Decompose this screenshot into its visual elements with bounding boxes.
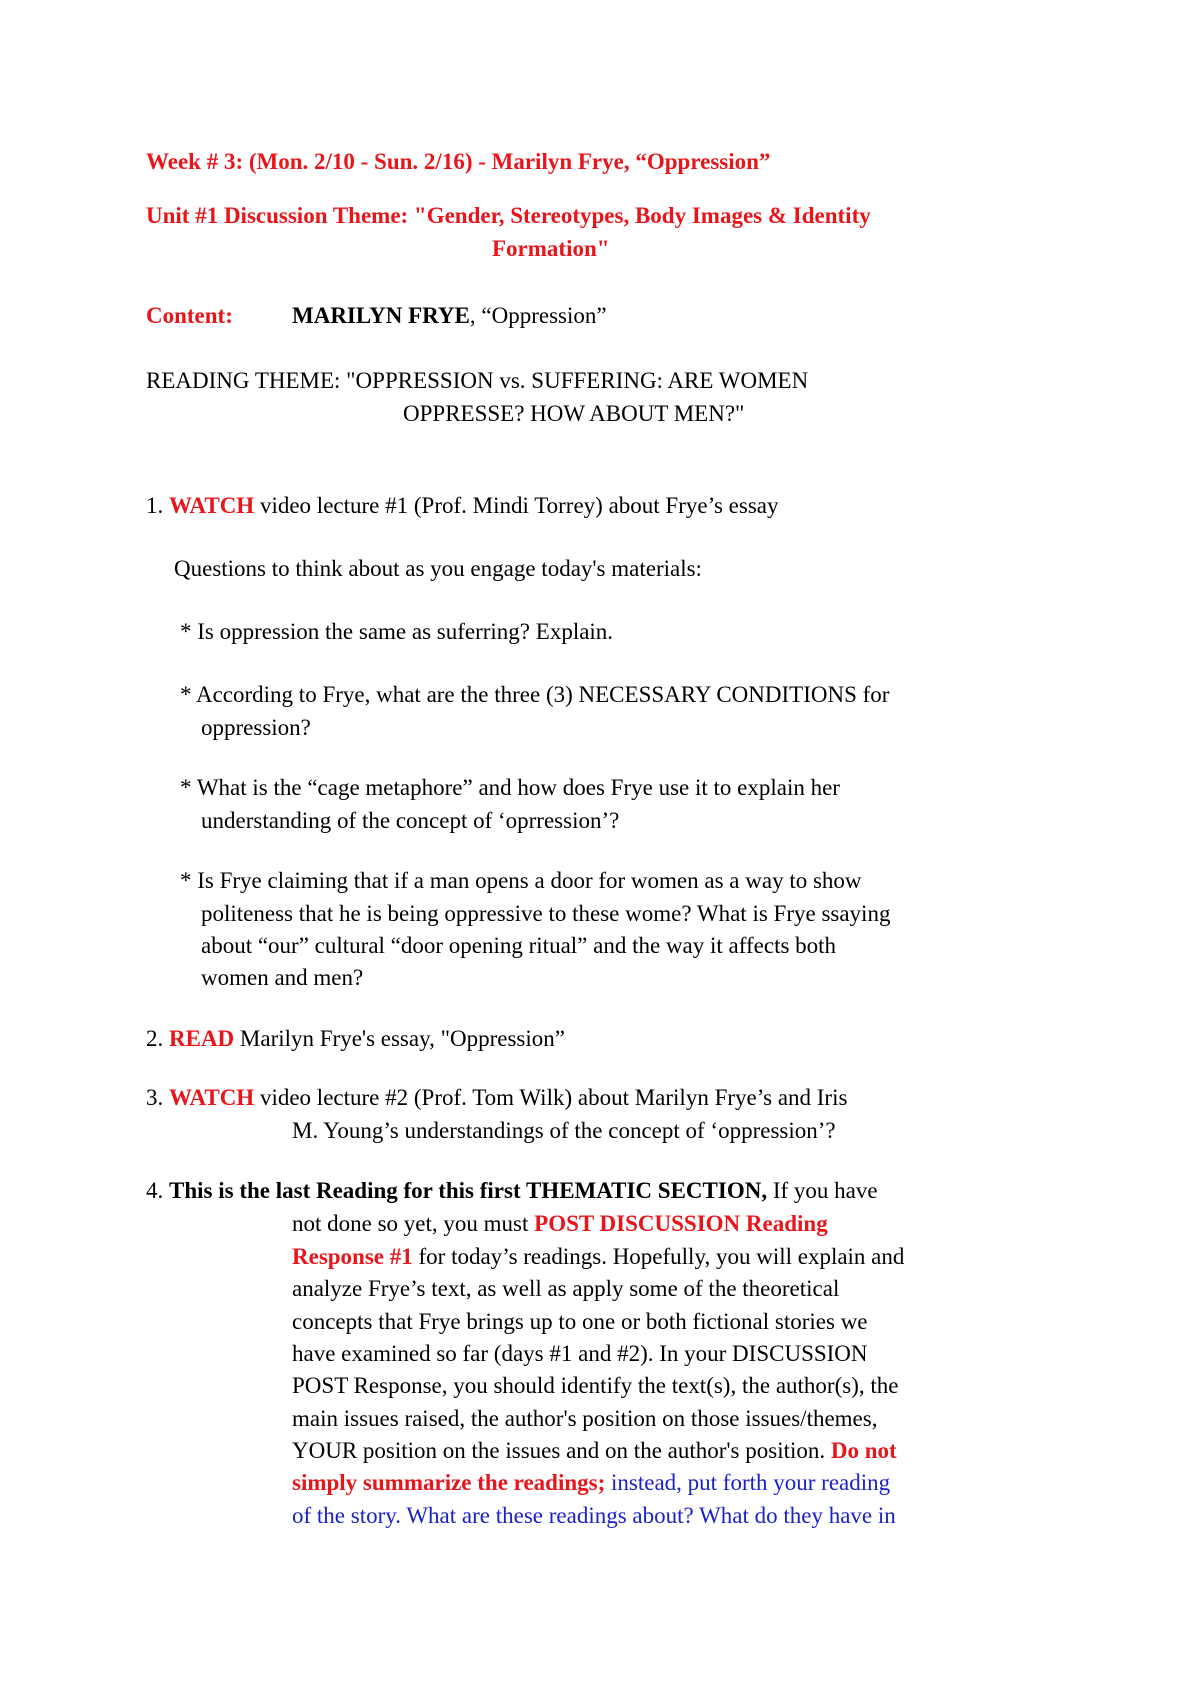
content-value	[292, 300, 607, 332]
question-4-line1: * Is Frye claiming that if a man opens a door for women as a way to show	[180, 868, 862, 893]
item-4-line3-rest: for today’s readings. Hopefully, you will explain and	[412, 1244, 905, 1269]
item-2	[146, 1023, 565, 1055]
item-4-number: 4.	[146, 1178, 164, 1203]
item-4-line3	[292, 1241, 904, 1273]
item-4-line10-blue: instead, put forth your reading	[605, 1470, 891, 1495]
content-label: Content:	[146, 303, 233, 328]
question-3-line2: understanding of the concept of ‘oprression’?	[201, 808, 620, 833]
item-3	[146, 1082, 847, 1114]
content-author: MARILYN FRYE	[292, 303, 470, 328]
reading-theme-line1: READING THEME: "OPPRESSION vs. SUFFERING: ARE WOMEN	[146, 368, 809, 393]
question-2-line1: * According to Frye, what are the three (3) NECESSARY CONDITIONS for	[180, 682, 890, 707]
item-3-verb: WATCH	[169, 1085, 255, 1110]
item-3-text-line2: M. Young’s understandings of the concept of ‘oppression’?	[292, 1118, 836, 1143]
question-3-line1: * What is the “cage metaphore” and how does Frye use it to explain her	[180, 775, 840, 800]
reading-theme-line2: OPPRESSE? HOW ABOUT MEN?"	[403, 401, 745, 426]
item-4-line2	[292, 1208, 828, 1240]
item-1-text: video lecture #1 (Prof. Mindi Torrey) about Frye’s essay	[254, 493, 779, 518]
unit-theme-line1: Unit #1 Discussion Theme: "Gender, Stereotypes, Body Images & Identity	[146, 203, 871, 228]
summarize-warning: simply summarize the readings;	[292, 1470, 606, 1495]
response-label: Response #1	[292, 1244, 413, 1269]
item-4-line6: have examined so far (days #1 and #2). In your DISCUSSION	[292, 1341, 868, 1366]
item-4-line5: concepts that Frye brings up to one or both fictional stories we	[292, 1309, 868, 1334]
item-4-line8: main issues raised, the author's position on those issues/themes,	[292, 1406, 878, 1431]
item-4-line11: of the story. What are these readings about? What do they have in	[292, 1503, 896, 1528]
item-4-line4: analyze Frye’s text, as well as apply some of the theoretical	[292, 1276, 840, 1301]
item-2-text: Marilyn Frye's essay, "Oppression”	[234, 1026, 565, 1051]
content-row	[146, 300, 233, 332]
question-2-line2: oppression?	[201, 715, 311, 740]
item-4-line2-pre: not done so yet, you must	[292, 1211, 535, 1236]
item-3-text-line1: video lecture #2 (Prof. Tom Wilk) about Marilyn Frye’s and Iris	[254, 1085, 848, 1110]
question-4-line2: politeness that he is being oppressive to these wome? What is Frye ssaying	[201, 901, 891, 926]
item-4-bold-intro: This is the last Reading for this first THEMATIC SECTION,	[169, 1178, 768, 1203]
do-not-warning: Do not	[830, 1438, 897, 1463]
unit-theme-line2: Formation"	[492, 236, 610, 261]
question-1: * Is oppression the same as suferring? Explain.	[180, 619, 614, 644]
item-2-number: 2.	[146, 1026, 164, 1051]
item-1	[146, 490, 779, 522]
item-4-line10	[292, 1467, 890, 1499]
questions-intro: Questions to think about as you engage today's materials:	[174, 556, 702, 581]
item-4-line9	[292, 1435, 897, 1467]
question-4-line3: about “our” cultural “door opening ritual” and the way it affects both	[201, 933, 837, 958]
item-2-verb: READ	[169, 1026, 235, 1051]
item-1-verb: WATCH	[169, 493, 255, 518]
content-title: , “Oppression”	[469, 303, 607, 328]
item-4	[146, 1175, 878, 1207]
item-1-number: 1.	[146, 493, 164, 518]
item-4-line9-pre: YOUR position on the issues and on the author's position.	[292, 1438, 831, 1463]
item-4-line1-rest: If you have	[767, 1178, 878, 1203]
question-4-line4: women and men?	[201, 965, 364, 990]
post-discussion-link: POST DISCUSSION Reading	[534, 1211, 828, 1236]
item-4-line7: POST Response, you should identify the text(s), the author(s), the	[292, 1373, 899, 1398]
item-3-number: 3.	[146, 1085, 164, 1110]
week-heading: Week # 3: (Mon. 2/10 - Sun. 2/16) - Marilyn Frye, “Oppression”	[146, 149, 771, 174]
